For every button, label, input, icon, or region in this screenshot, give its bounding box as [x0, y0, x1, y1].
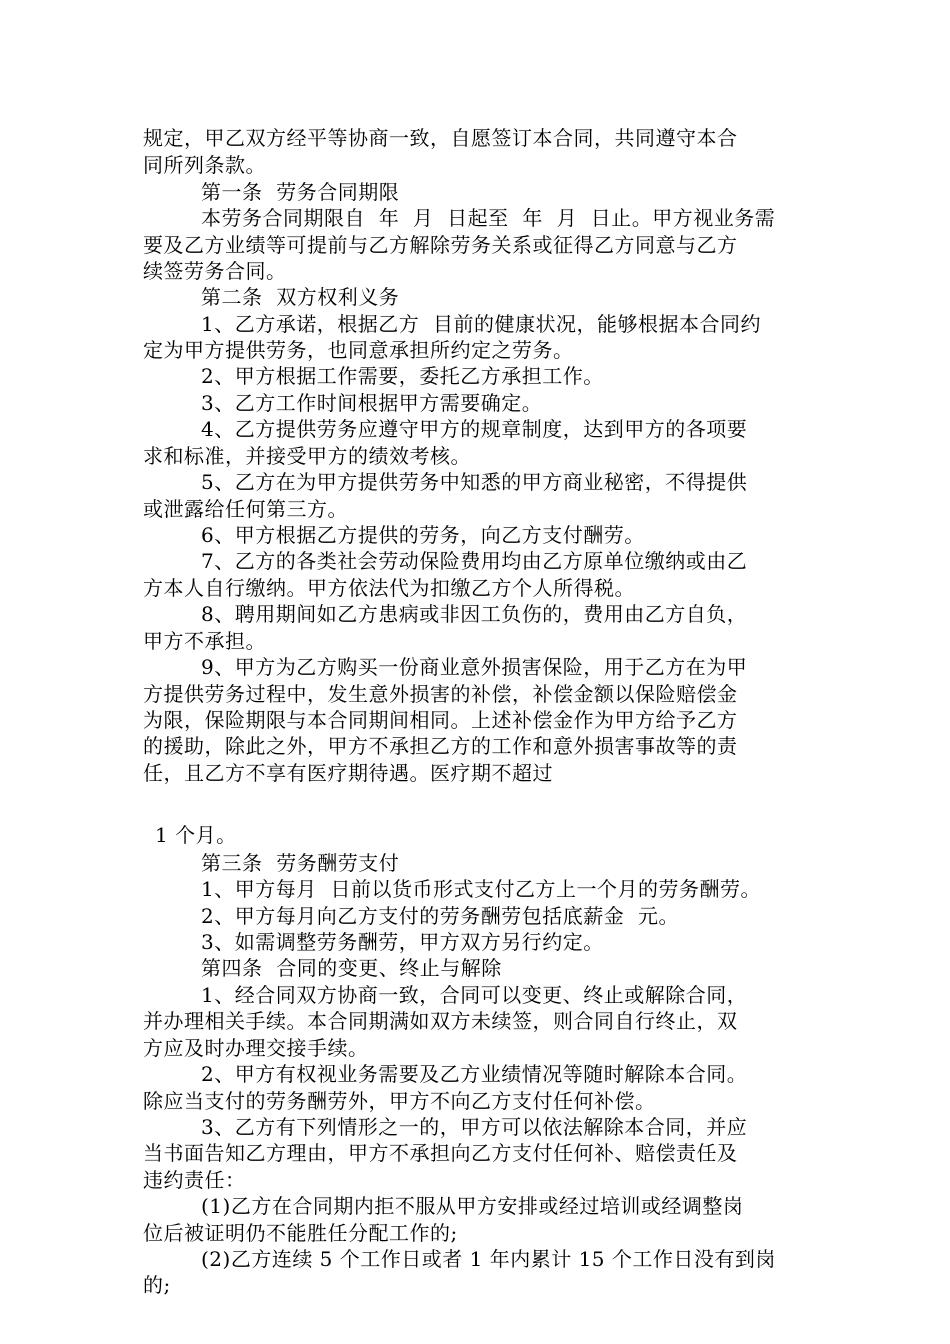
text-line: 或泄露给任何第三方。 [143, 497, 348, 521]
text-line: 位后被证明仍不能胜任分配工作的; [143, 1221, 458, 1245]
text-line: 续签劳务合同。 [143, 259, 287, 283]
text-line: 要及乙方业绩等可提前与乙方解除劳务关系或征得乙方同意与乙方 [143, 233, 738, 257]
text-line: 求和标准，并接受甲方的绩效考核。 [143, 444, 471, 468]
text-line: 3、乙方工作时间根据甲方需要确定。 [201, 391, 543, 415]
text-line: 5、乙方在为甲方提供劳务中知悉的甲方商业秘密，不得提供 [201, 470, 748, 494]
text-line: (1)乙方在合同期内拒不服从甲方安排或经过培训或经调整岗 [201, 1194, 744, 1218]
text-line: 3、如需调整劳务酬劳，甲方双方另行约定。 [201, 930, 604, 954]
text-line: 规定，甲乙双方经平等协商一致，自愿签订本合同，共同遵守本合 [143, 126, 738, 150]
text-line: 1、乙方承诺，根据乙方 目前的健康状况，能够根据本合同约 [201, 312, 761, 336]
section-heading: 第三条 劳务酬劳支付 [201, 851, 400, 875]
text-line: 的援助，除此之外，甲方不承担乙方的工作和意外损害事故等的责 [143, 734, 738, 758]
text-line: 定为甲方提供劳务，也同意承担所约定之劳务。 [143, 338, 574, 362]
text-line: 违约责任： [143, 1168, 246, 1192]
text-line: 甲方不承担。 [143, 629, 266, 653]
text-line: 方提供劳务过程中，发生意外损害的补偿，补偿金额以保险赔偿金 [143, 682, 738, 706]
section-heading: 第一条 劳务合同期限 [201, 180, 400, 204]
text-line: 1、经合同双方协商一致，合同可以变更、终止或解除合同， [201, 983, 748, 1007]
text-line: 4、乙方提供劳务应遵守甲方的规章制度，达到甲方的各项要 [201, 417, 748, 441]
text-line: 2、甲方每月向乙方支付的劳务酬劳包括底薪金 元。 [201, 904, 679, 928]
text-line: 7、乙方的各类社会劳动保险费用均由乙方原单位缴纳或由乙 [201, 549, 748, 573]
text-line: 方应及时办理交接手续。 [143, 1036, 369, 1060]
text-line: 并办理相关手续。本合同期满如双方未续签，则合同自行终止，双 [143, 1009, 738, 1033]
text-line: 1 个月。 [155, 823, 237, 847]
section-heading: 第二条 双方权利义务 [201, 285, 400, 309]
text-line: 9、甲方为乙方购买一份商业意外损害保险，用于乙方在为甲 [201, 655, 748, 679]
section-heading: 第四条 合同的变更、终止与解除 [201, 956, 502, 980]
text-line: 2、甲方有权视业务需要及乙方业绩情况等随时解除本合同。 [201, 1062, 748, 1086]
text-line: 同所列条款。 [143, 153, 266, 177]
text-line: 3、乙方有下列情形之一的，甲方可以依法解除本合同，并应 [201, 1115, 748, 1139]
text-line: 8、聘用期间如乙方患病或非因工负伤的，费用由乙方自负， [201, 602, 748, 626]
text-line: 方本人自行缴纳。甲方依法代为扣缴乙方个人所得税。 [143, 576, 635, 600]
text-line: 当书面告知乙方理由，甲方不承担向乙方支付任何补、赔偿责任及 [143, 1141, 738, 1165]
text-line: 本劳务合同期限自 年 月 日起至 年 月 日止。甲方视业务需 [201, 206, 776, 230]
text-line: 的; [143, 1273, 171, 1297]
text-line: 为限，保险期限与本合同期间相同。上述补偿金作为甲方给予乙方 [143, 708, 738, 732]
text-line: 6、甲方根据乙方提供的劳务，向乙方支付酬劳。 [201, 523, 645, 547]
text-line: 任，且乙方不享有医疗期待遇。医疗期不超过 [143, 761, 553, 785]
text-line: 除应当支付的劳务酬劳外，甲方不向乙方支付任何补偿。 [143, 1089, 656, 1113]
text-line: (2)乙方连续 5 个工作日或者 1 年内累计 15 个工作日没有到岗 [201, 1247, 776, 1271]
text-line: 1、甲方每月 日前以货币形式支付乙方上一个月的劳务酬劳。 [201, 877, 761, 901]
text-line: 2、甲方根据工作需要，委托乙方承担工作。 [201, 364, 604, 388]
